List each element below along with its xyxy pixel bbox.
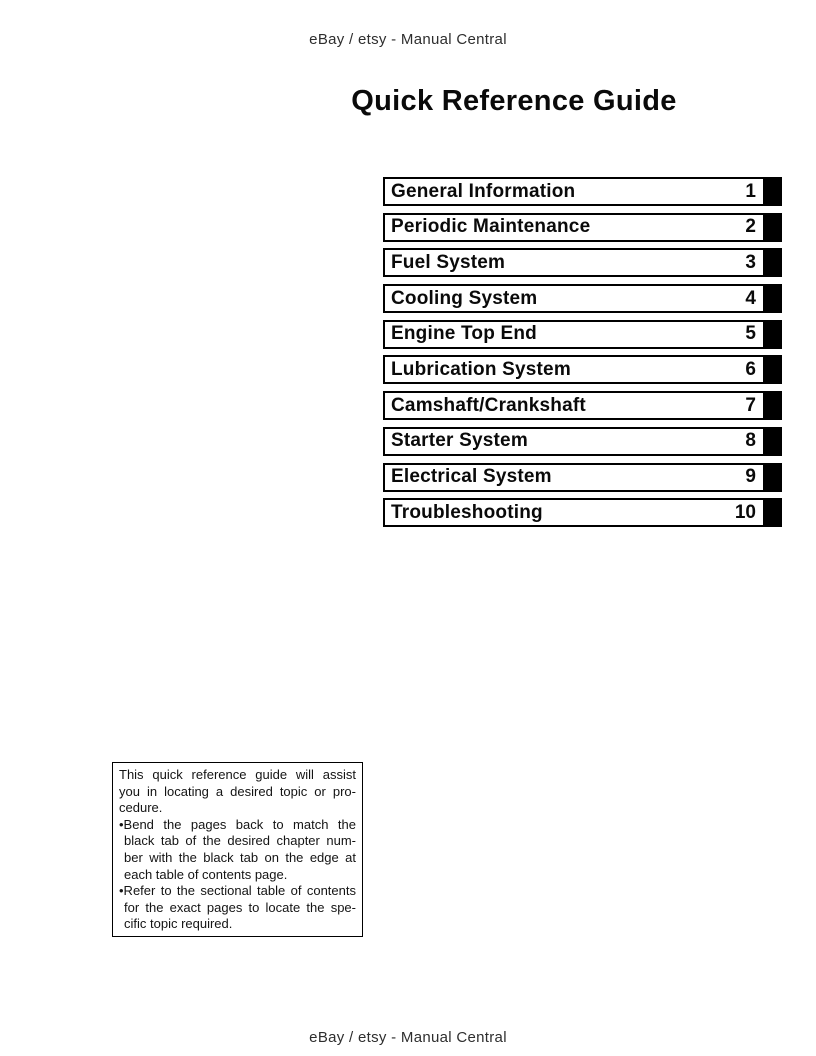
note-paragraph-bend-pages <box>119 817 356 883</box>
toc-row-engine-top-end <box>383 320 783 349</box>
toc-row-cooling-system <box>383 284 783 313</box>
chapter-number: 1 <box>745 180 756 202</box>
chapter-label: Troubleshooting <box>391 501 543 523</box>
chapter-label: Periodic Maintenance <box>391 216 591 238</box>
toc-row-general-information <box>383 177 783 206</box>
page-header: eBay / etsy - Manual Central <box>309 31 507 48</box>
chapter-tab <box>765 498 782 527</box>
chapter-number: 6 <box>745 358 756 380</box>
note-line: This quick reference guide will assist <box>119 767 356 782</box>
chapter-box <box>383 284 765 313</box>
chapter-label: General Information <box>391 180 576 202</box>
chapter-box <box>383 320 765 349</box>
chapter-box <box>383 177 765 206</box>
chapter-label: Electrical System <box>391 466 552 487</box>
chapter-tab <box>765 177 782 206</box>
chapter-label: Starter System <box>391 430 528 452</box>
chapter-box <box>383 391 765 420</box>
chapter-label: Engine Top End <box>391 323 537 345</box>
note-line: •Refer to the sectional table of contents <box>119 883 356 899</box>
toc-row-troubleshooting <box>383 498 783 527</box>
chapter-box <box>383 498 765 527</box>
chapter-label: Cooling System <box>391 287 538 309</box>
note-line: black tab of the desired chapter num- <box>124 833 356 849</box>
chapter-tab <box>765 427 782 456</box>
page-title: Quick Reference Guide <box>351 85 677 117</box>
chapter-box <box>383 213 765 242</box>
toc-row-periodic-maintenance <box>383 213 783 242</box>
note-line: each table of contents page. <box>124 866 288 882</box>
chapter-label: Lubrication System <box>391 358 571 380</box>
chapter-tab <box>765 248 782 277</box>
chapter-box <box>383 463 765 492</box>
chapter-tab <box>765 463 782 492</box>
usage-note-box <box>112 762 363 937</box>
chapter-tab <box>765 320 782 349</box>
chapter-box <box>383 248 765 277</box>
note-line: for the exact pages to locate the spe- <box>124 899 356 915</box>
toc-row-fuel-system <box>383 248 783 277</box>
chapter-tab <box>765 284 782 313</box>
chapter-number: 10 <box>734 501 756 523</box>
page-footer: eBay / etsy - Manual Central <box>309 1029 507 1046</box>
chapter-number: 7 <box>745 394 756 416</box>
toc-list <box>383 177 783 534</box>
chapter-tab <box>765 355 782 384</box>
chapter-label: Fuel System <box>391 251 506 273</box>
chapter-number: 9 <box>745 466 756 487</box>
chapter-label: Camshaft/Crankshaft <box>391 394 586 416</box>
note-line: •Bend the pages back to match the <box>119 816 356 832</box>
note-line: cedure. <box>119 800 163 816</box>
toc-row-lubrication-system <box>383 355 783 384</box>
chapter-box <box>383 427 765 456</box>
chapter-number: 5 <box>745 323 756 345</box>
note-line: cific topic required. <box>124 916 233 932</box>
note-paragraph-intro <box>119 767 356 817</box>
chapter-tab <box>765 391 782 420</box>
note-line: ber with the black tab on the edge at <box>124 849 356 865</box>
toc-row-electrical-system <box>383 463 783 492</box>
chapter-box <box>383 355 765 384</box>
note-paragraph-refer-sectional <box>119 883 356 933</box>
chapter-number: 2 <box>745 216 756 238</box>
chapter-tab <box>765 213 782 242</box>
toc-row-starter-system <box>383 427 783 456</box>
chapter-number: 8 <box>745 430 756 452</box>
note-line: you in locating a desired topic or pro- <box>119 783 356 799</box>
chapter-number: 4 <box>745 287 756 309</box>
chapter-number: 3 <box>745 251 756 273</box>
toc-row-camshaft-crankshaft <box>383 391 783 420</box>
